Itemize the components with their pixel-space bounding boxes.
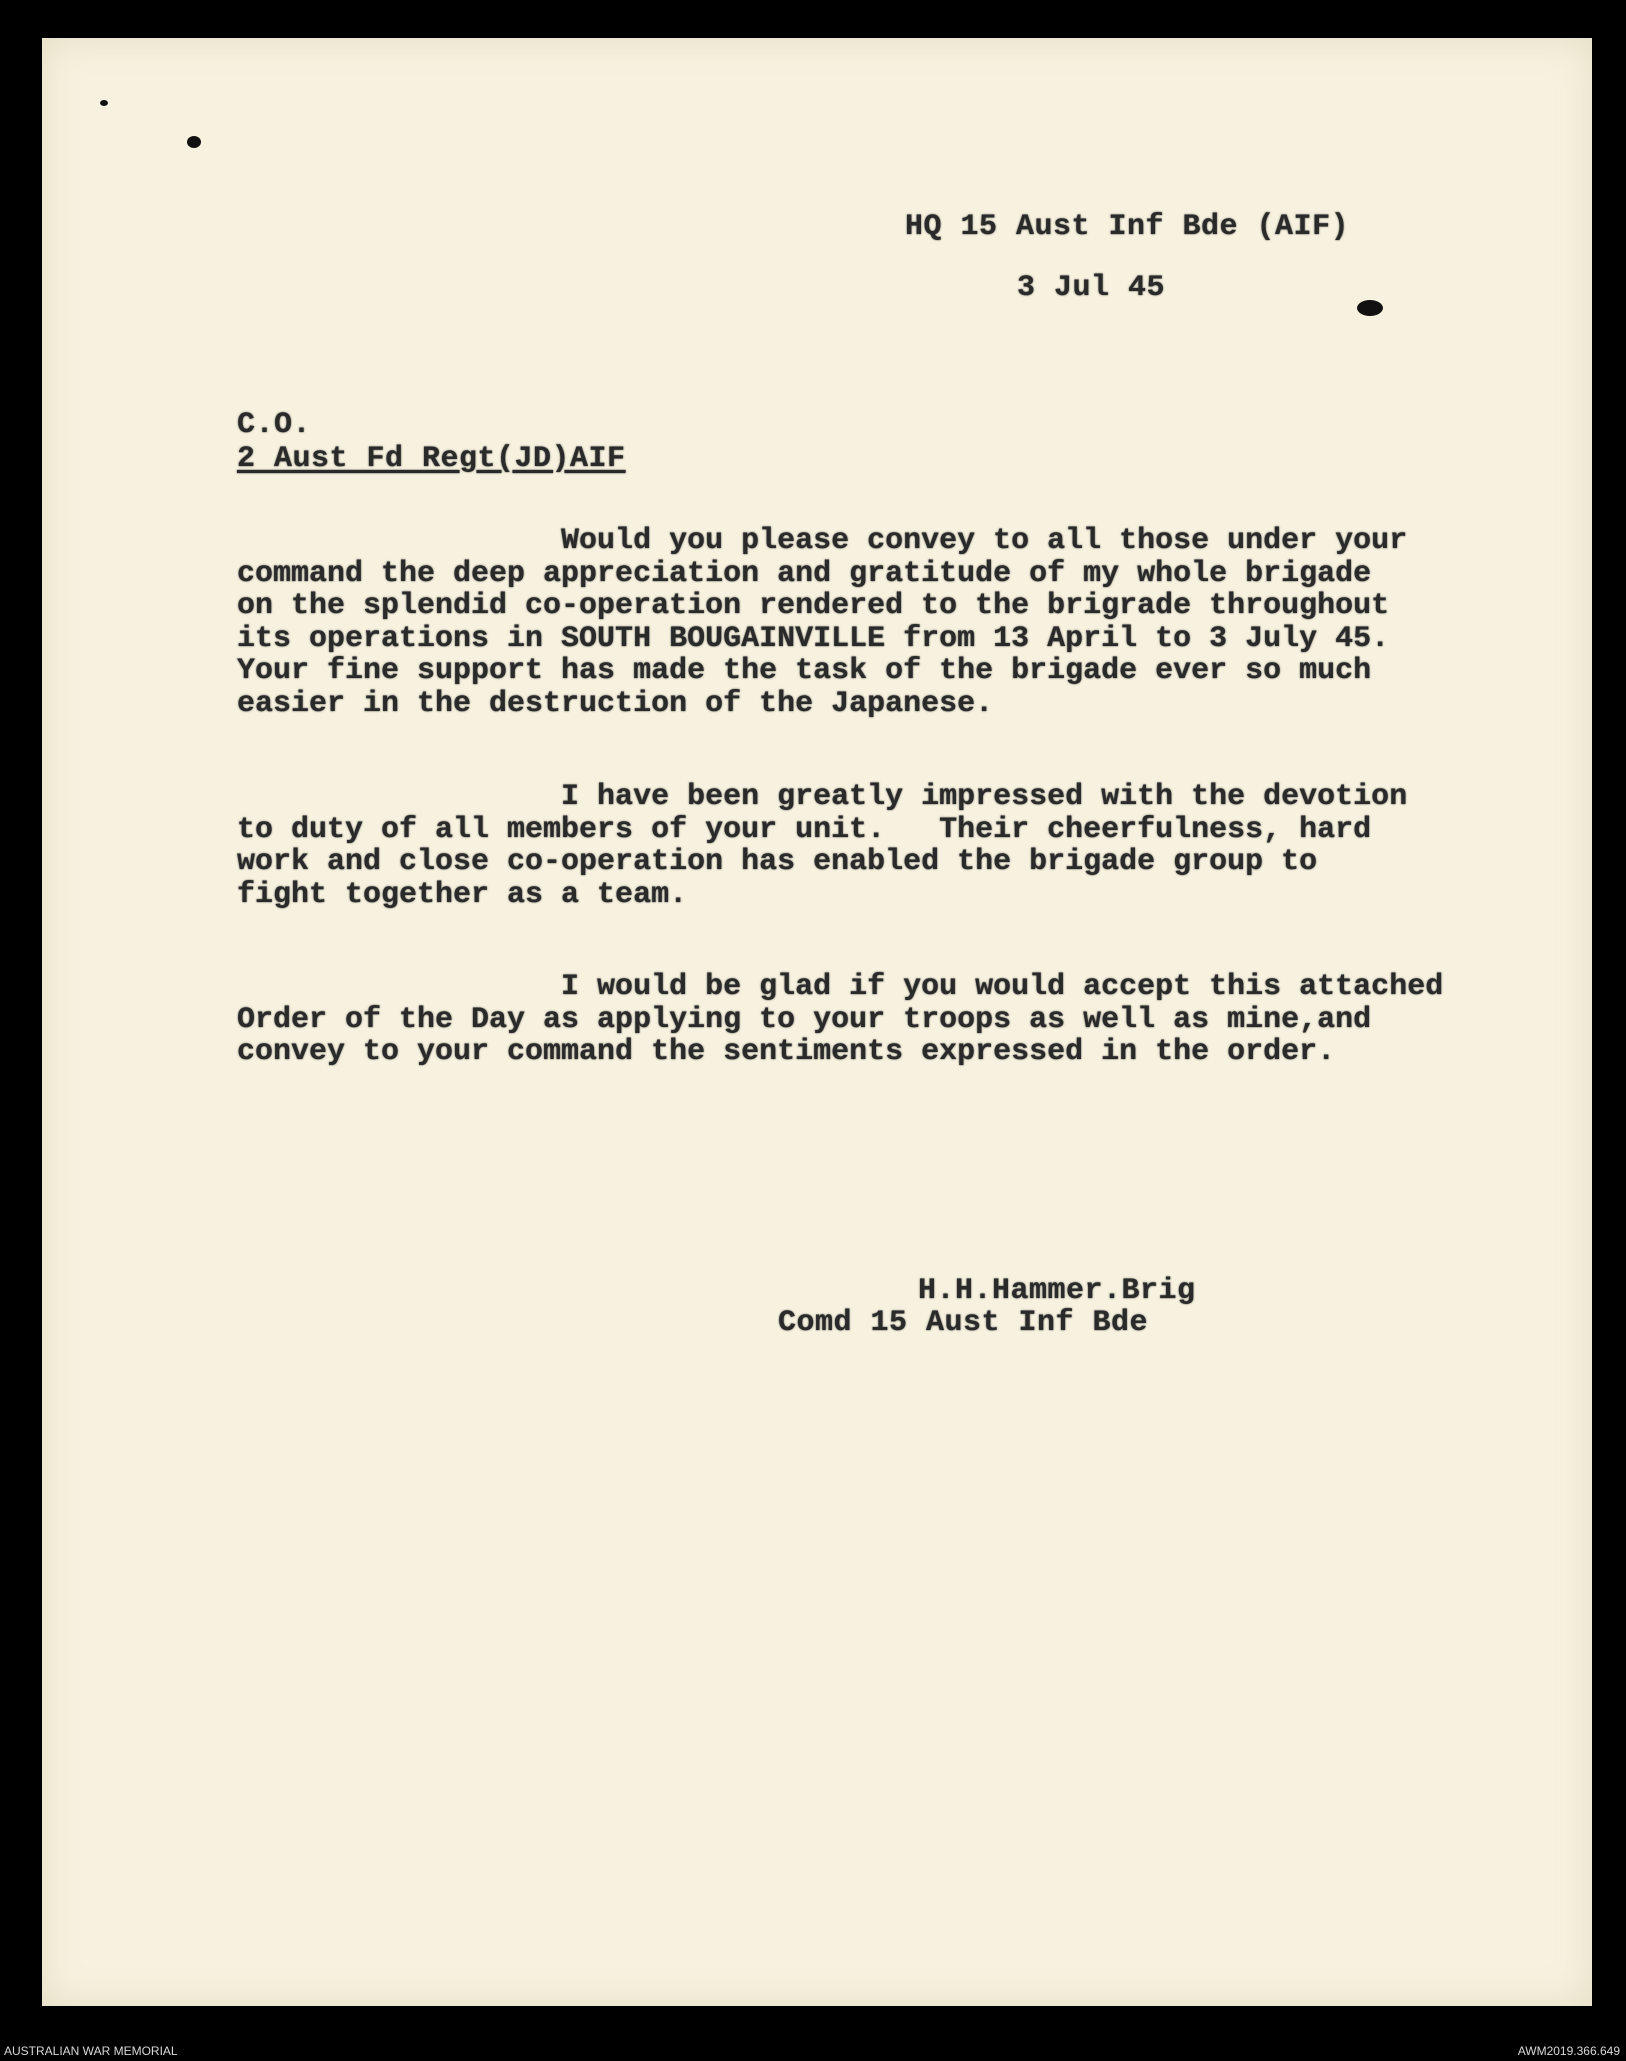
body-paragraph-3: I would be glad if you would accept this attached Order of the Day as applying to your troops as well as mine,and convey to your command the sentiments expressed in the order. — [237, 970, 1444, 1069]
ink-blot-punch-hole — [1357, 300, 1383, 316]
sender-unit: HQ 15 Aust Inf Bde (AIF) — [905, 210, 1350, 244]
addressee-unit: 2 Aust Fd Regt(JD)AIF — [237, 442, 626, 476]
ink-speck — [100, 100, 108, 106]
footer-reference: AWM2019.366.649 — [1517, 2044, 1620, 2058]
body-paragraph-2: I have been greatly impressed with the devotion to duty of all members of your unit. Their cheerfulness, hard work and close co-operation has enabled the brigade group to fight together as a team. — [237, 780, 1408, 912]
signature-name: H.H.Hammer.Brig — [918, 1274, 1196, 1308]
body-paragraph-1: Would you please convey to all those under your command the deep appreciation and gratitude of my whole brigade on the splendid co-operation rendered to the brigrade throughout its operations in SOUTH BOUGAINVILLE from 13 April to 3 July 45. Your fine support has made the task of the brigade ever so much easier in the destruction of the Japanese. — [237, 524, 1408, 721]
addressee-title: C.O. — [237, 408, 312, 442]
ink-blot-top-left — [187, 136, 201, 148]
document-page — [42, 38, 1592, 2006]
footer-institution: AUSTRALIAN WAR MEMORIAL — [4, 2044, 178, 2058]
letter-date: 3 Jul 45 — [1017, 271, 1166, 305]
signature-title: Comd 15 Aust Inf Bde — [778, 1306, 1149, 1340]
